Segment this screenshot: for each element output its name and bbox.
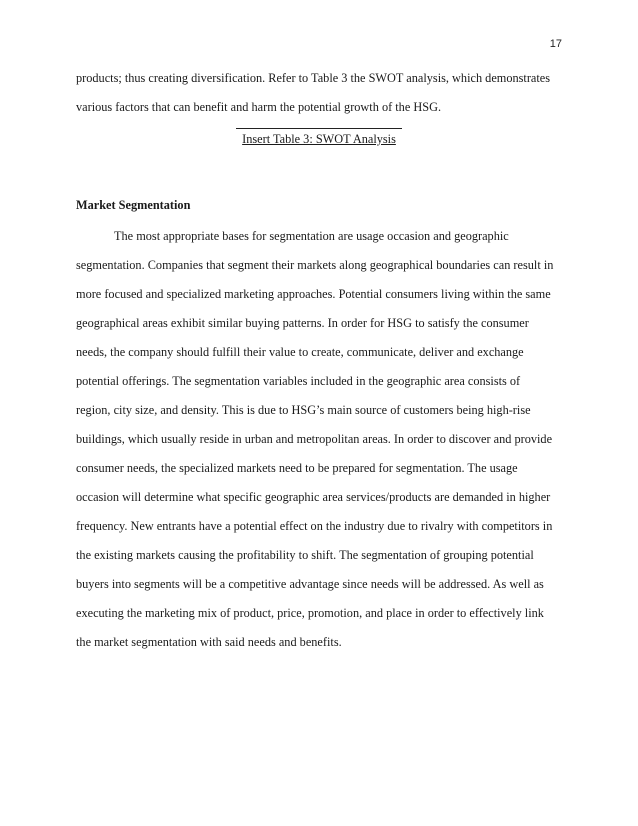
paragraph-line: frequency. New entrants have a potential effect on the industry due to rivalry with competitors in	[76, 519, 553, 533]
table-insert-label: Insert Table 3: SWOT Analysis	[242, 132, 396, 146]
table-insert-placeholder	[236, 128, 402, 147]
paragraph-line: the market segmentation with said needs and benefits.	[76, 635, 342, 649]
paragraph-line: potential offerings. The segmentation variables included in the geographic area consists of	[76, 374, 521, 388]
paragraph-line: region, city size, and density. This is due to HSG’s main source of customers being high-rise	[76, 403, 531, 417]
paragraph-line: geographical areas exhibit similar buying patterns. In order for HSG to satisfy the consumer	[76, 316, 529, 330]
paragraph-line: occasion will determine what specific geographic area services/products are demanded in higher	[76, 490, 551, 504]
paragraph-line: buyers into segments will be a competitive advantage since needs will be addressed. As well as	[76, 577, 544, 591]
paragraph-line: segmentation. Companies that segment their markets along geographical boundaries can result in	[76, 258, 554, 272]
paragraph-line: consumer needs, the specialized markets need to be prepared for segmentation. The usage	[76, 461, 518, 475]
paragraph-line: more focused and specialized marketing approaches. Potential consumers living within the same	[76, 287, 551, 301]
paragraph-line: buildings, which usually reside in urban and metropolitan areas. In order to discover and provide	[76, 432, 553, 446]
body-text-line: various factors that can benefit and harm the potential growth of the HSG.	[76, 100, 442, 114]
paragraph-line: The most appropriate bases for segmentation are usage occasion and geographic	[114, 229, 509, 243]
paragraph-line: the existing markets causing the profitability to shift. The segmentation of grouping potential	[76, 548, 534, 562]
paragraph-line: needs, the company should fulfill their value to create, communicate, deliver and exchange	[76, 345, 524, 359]
section-heading: Market Segmentation	[76, 198, 191, 212]
body-text-line: products; thus creating diversification. Refer to Table 3 the SWOT analysis, which demonstrates	[76, 71, 551, 85]
paragraph-line: executing the marketing mix of product, price, promotion, and place in order to effectively link	[76, 606, 544, 620]
page-number: 17	[549, 38, 562, 50]
